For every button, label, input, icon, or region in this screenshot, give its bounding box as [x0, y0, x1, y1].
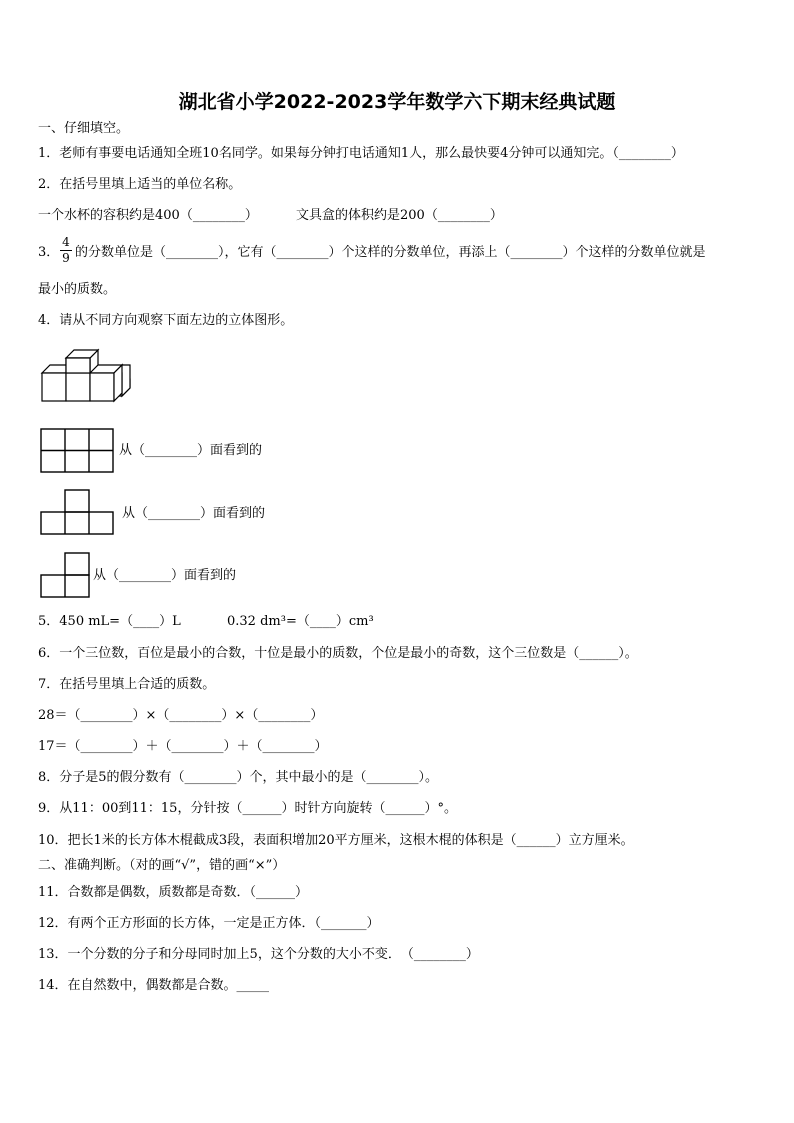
fraction-denominator: 9 — [62, 251, 70, 265]
question-5a: 5．450 mL=（____）L — [38, 614, 181, 629]
question-4: 4．请从不同方向观察下面左边的立体图形。 — [38, 313, 294, 328]
question-7b: 17＝（________）＋（________）＋（________） — [38, 739, 328, 754]
question-10: 10．把长1米的长方体木棍截成3段，表面积增加20平方厘米，这根木棍的体积是（______）立方厘米。 — [38, 833, 634, 848]
section-heading-2: 二、准确判断。（对的画“√”，错的画“×”） — [38, 858, 286, 873]
fraction-numerator: 4 — [62, 235, 70, 249]
question-3-prefix: 3． — [38, 245, 60, 260]
view-grid-2x3 — [40, 428, 116, 474]
section-heading-1: 一、仔细填空。 — [38, 121, 130, 136]
question-2b: 文具盒的体积约是200（________） — [296, 208, 503, 223]
question-5b: 0.32 dm³=（____）cm³ — [227, 614, 374, 629]
question-9: 9．从11：00到11：15，分针按（______）时针方向旋转（______）°。 — [38, 801, 457, 816]
question-3: 的分数单位是（________），它有（________）个这样的分数单位，再添上（________）个这样的分数单位就是 — [75, 245, 706, 260]
question-14: 14．在自然数中，偶数都是合数。_____ — [38, 978, 270, 993]
question-4a: 从（________）面看到的 — [119, 443, 263, 458]
question-2a: 一个水杯的容积约是400（________） — [38, 208, 258, 223]
view-l-shape — [40, 551, 92, 599]
question-8: 8．分子是5的假分数有（________）个，其中最小的是（________）。 — [38, 770, 439, 785]
fraction-4-9 — [60, 236, 72, 265]
question-13: 13．一个分数的分子和分母同时加上5，这个分数的大小不变． （________） — [38, 947, 479, 962]
question-1: 1．老师有事要电话通知全班10名同学。如果每分钟打电话通知1人，那么最快要4分钟可以通知完。（________） — [38, 146, 684, 161]
question-4b: 从（________）面看到的 — [122, 506, 266, 521]
question-6: 6．一个三位数，百位是最小的合数，十位是最小的质数，个位是最小的奇数，这个三位数是（______）。 — [38, 646, 638, 661]
page-title: 湖北省小学2022-2023学年数学六下期末经典试题 — [178, 91, 616, 113]
question-3-continued: 最小的质数。 — [38, 282, 117, 297]
question-7: 7．在括号里填上合适的质数。 — [38, 677, 216, 692]
view-t-shape — [40, 488, 116, 536]
question-4c: 从（________）面看到的 — [93, 568, 237, 583]
question-11: 11．合数都是偶数，质数都是奇数．（______） — [38, 885, 309, 900]
question-12: 12．有两个正方形面的长方体，一定是正方体．（_______） — [38, 916, 380, 931]
question-2: 2．在括号里填上适当的单位名称。 — [38, 177, 242, 192]
question-7a: 28＝（________）×（________）×（________） — [38, 708, 324, 723]
cube-figure — [40, 347, 136, 405]
